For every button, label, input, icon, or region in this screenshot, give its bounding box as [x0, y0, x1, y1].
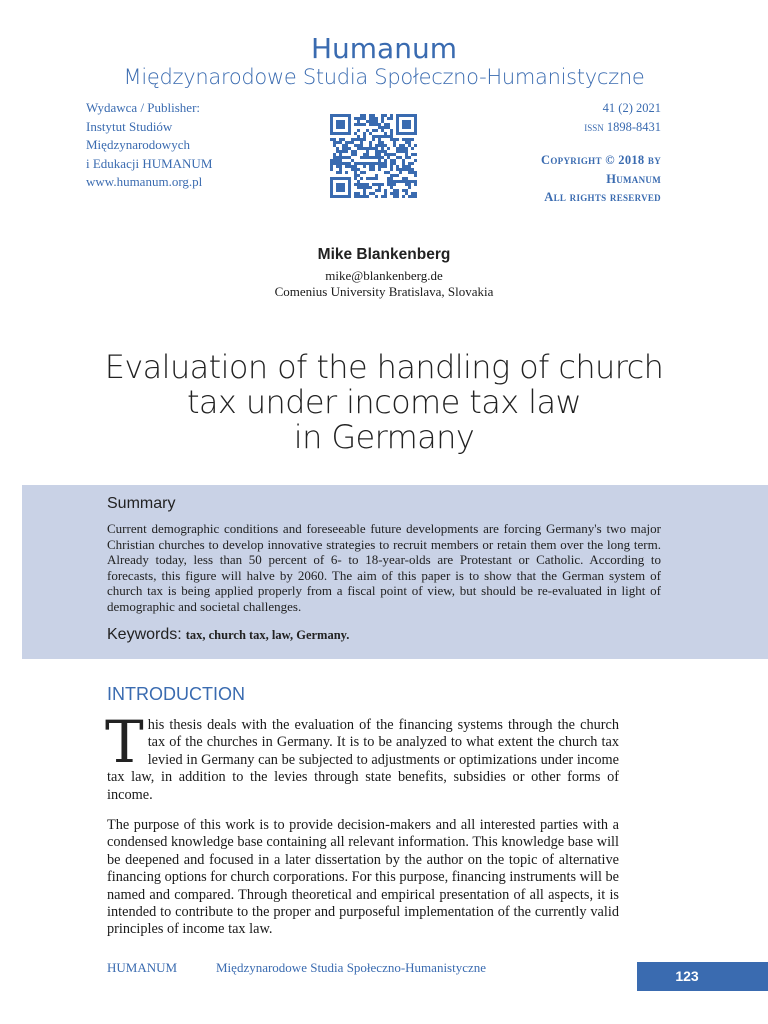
footer-journal-subtitle: Międzynarodowe Studia Społeczno-Humanistyczne [216, 960, 487, 975]
drop-cap: T [105, 708, 144, 776]
summary-heading: Summary [107, 495, 176, 512]
title-line: tax under income tax law [186, 383, 582, 421]
title-line: in Germany [293, 418, 475, 456]
title-line: Evaluation of the handling of church [104, 348, 664, 386]
publisher-line: Instytut Studiów [86, 118, 173, 134]
page-number-badge [637, 962, 768, 991]
copyright-line: All rights reserved [544, 190, 661, 204]
qr-code-icon [330, 114, 417, 198]
author-name: Mike Blankenberg [317, 246, 451, 263]
journal-subtitle: Międzynarodowe Studia Społeczno-Humanistyczne [123, 65, 645, 89]
introduction-paragraph [105, 708, 619, 804]
author-block [0, 246, 768, 299]
summary-text: Current demographic conditions and foreseeable future developments are forcing Germany's two major Christian churches to develop innovative strategies to recruit members or retain them over the long term. Already today, less than 50 percent of 6- to 18-year-olds are Protestant or Catholic. According to forecasts, this figure will halve by 2060. The aim of this paper is to show that the German system of church tax is being applied properly from a fiscal point of view, but should be re-evaluated in light of demographic and societal challenges. [107, 521, 661, 614]
copyright-notice [541, 151, 661, 207]
keywords-values: tax, church tax, law, Germany. [185, 628, 350, 642]
introduction-paragraph: The purpose of this work is to provide decision-makers and all interested parties with a condensed knowledge base containing all relevant information. This knowledge base will be deepened and focused in a later dissertation by the author on the topic of alternative financing options for church corporations. For this purpose, financing instruments will be named and compared. Through theoretical and empirical presentation of all aspects, it is intended to contribute to the proper and purposeful implementation of the currently valid principles of income tax law. [107, 817, 619, 938]
copyright-line: Copyright © 2018 by [541, 153, 661, 167]
author-affiliation: Comenius University Bratislava, Slovakia [274, 283, 494, 299]
summary-box [22, 485, 768, 659]
publisher-website-link[interactable]: www.humanum.org.pl [86, 174, 203, 189]
keywords-label: Keywords: [107, 626, 182, 643]
issue-info [584, 99, 661, 137]
issn: issn 1898-8431 [584, 120, 661, 134]
publisher-line: i Edukacji HUMANUM [86, 155, 213, 171]
issue-number: 41 (2) 2021 [602, 101, 661, 115]
copyright-line: Humanum [606, 171, 661, 186]
footer-journal-name: HUMANUM [107, 960, 178, 975]
introduction-heading: INTRODUCTION [107, 684, 245, 704]
publisher-info [86, 99, 212, 192]
author-email[interactable]: mike@blankenberg.de [325, 268, 443, 283]
page-number: 123 [675, 968, 699, 984]
publisher-line: Wydawca / Publisher: [86, 100, 201, 115]
paragraph-text: his thesis deals with the evaluation of the financing systems through the church tax of the churches in Germany. It is to be analyzed to what extent the church tax levied in Germany can be subjected to adjustments or optimizations under income tax law, in addition to the levies through state benefits, subsidies or other forms of income. [107, 717, 619, 803]
paper-title [84, 350, 684, 455]
journal-title: Humanum [310, 32, 457, 65]
keywords [107, 626, 349, 644]
publisher-line: Międzynarodowych [86, 137, 190, 152]
